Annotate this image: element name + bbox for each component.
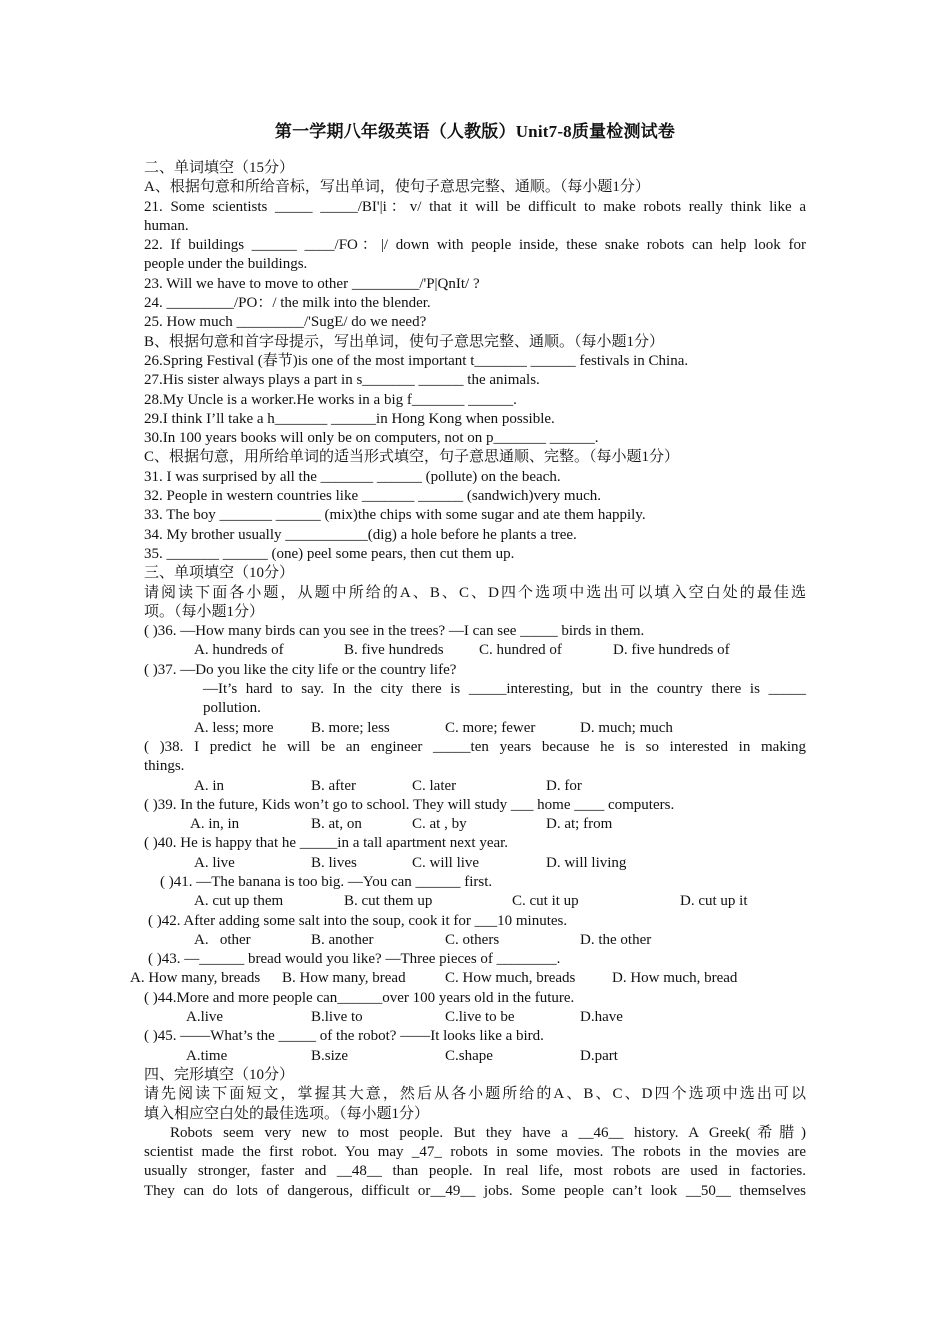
question-22: 22. If buildings ______ ____/FO：|/ down with people inside, these snake robots can help look for xyxy=(144,237,806,254)
option-c: C. others xyxy=(445,931,500,948)
question-39: ( )39. In the future, Kids won’t go to school. They will study ___ home ____ computers. xyxy=(144,796,675,813)
question-21-cont: human. xyxy=(144,217,189,234)
question-37-line2: —It’s hard to say. In the city there is _____interesting, but in the country there is _____ xyxy=(203,681,806,698)
option-a: A.live xyxy=(186,1009,224,1026)
option-a: A. in, in xyxy=(190,816,240,833)
options-43 xyxy=(130,969,806,988)
question-28: 28.My Uncle is a worker.He works in a big f_______ ______. xyxy=(144,391,517,408)
option-a: A. less; more xyxy=(194,719,274,736)
option-d: D. the other xyxy=(580,931,652,948)
option-c: C. will live xyxy=(412,854,480,871)
option-b: B. How many, bread xyxy=(282,970,406,987)
option-d: D.part xyxy=(580,1047,618,1064)
option-c: C. cut it up xyxy=(512,893,579,910)
option-b: B. cut them up xyxy=(344,893,433,910)
option-b: B. after xyxy=(311,777,356,794)
option-d: D. will living xyxy=(546,854,627,871)
option-b: B. another xyxy=(311,931,374,948)
exam-body xyxy=(130,159,806,1201)
question-25: 25. How much _________/'SugE/ do we need? xyxy=(144,314,427,331)
question-36: ( )36. —How many birds can you see in the trees? —I can see _____ birds in them. xyxy=(144,623,645,640)
option-c: C. more; fewer xyxy=(445,719,536,736)
options-36 xyxy=(144,641,806,660)
option-a: A.time xyxy=(186,1047,228,1064)
option-c: C.shape xyxy=(445,1047,493,1064)
options-39 xyxy=(144,815,806,834)
question-38: ( )38. I predict he will be an engineer _____ten years because he is so interested in making xyxy=(144,738,806,755)
instruction: C、根据句意，用所给单词的适当形式填空，句子意思通顺、完整。（每小题1分） xyxy=(144,449,680,466)
options-38 xyxy=(144,777,806,796)
option-d: D. at; from xyxy=(546,816,613,833)
passage-line: scientist made the first robot. You may _47_ robots in some movies. The robots in the movies are xyxy=(144,1144,806,1161)
instruction-cont: 项。（每小题1分） xyxy=(144,603,265,620)
question-42: ( )42. After adding some salt into the soup, cook it for ___10 minutes. xyxy=(148,912,568,929)
passage-line: Robots seem very new to most people. But they have a __46__ history. A Greek(希腊) xyxy=(170,1124,806,1141)
question-43: ( )43. —______ bread would you like? —Three pieces of ________. xyxy=(148,951,561,968)
question-21: 21. Some scientists _____ _____/BI'|i：v/ that it will be difficult to make robots really think like a xyxy=(144,198,806,215)
instruction: 请先阅读下面短文，掌握其大意，然后从各小题所给的A、B、C、D四个选项中选出可以 xyxy=(144,1086,806,1103)
question-38-cont: things. xyxy=(144,758,185,775)
option-a: A. cut up them xyxy=(194,893,284,910)
question-23: 23. Will we have to move to other _________/'P|QnIt/ ? xyxy=(144,275,480,292)
option-a: A. live xyxy=(194,854,235,871)
question-33: 33. The boy _______ ______ (mix)the chips with some sugar and ate them happily. xyxy=(144,507,646,524)
option-a: A. How many, breads xyxy=(130,970,261,987)
options-44 xyxy=(144,1008,806,1027)
option-d: D. five hundreds of xyxy=(613,642,730,659)
option-c: C. How much, breads xyxy=(445,970,576,987)
section-heading: 三、单项填空（10分） xyxy=(144,565,295,582)
options-37 xyxy=(144,719,806,738)
question-26: 26.Spring Festival (春节)is one of the most important t_______ ______ festivals in China. xyxy=(144,352,689,369)
section-heading: 四、完形填空（10分） xyxy=(144,1066,295,1083)
option-b: B. more; less xyxy=(311,719,390,736)
option-c: C.live to be xyxy=(445,1009,515,1026)
option-b: B. lives xyxy=(311,854,357,871)
option-d: D. cut up it xyxy=(680,893,748,910)
option-d: D. much; much xyxy=(580,719,673,736)
options-41 xyxy=(144,892,806,911)
option-d: D. for xyxy=(546,777,582,794)
question-35: 35. _______ ______ (one) peel some pears, then cut them up. xyxy=(144,545,515,562)
question-24: 24. _________/PO：/ the milk into the blender. xyxy=(144,295,431,312)
question-22-cont: people under the buildings. xyxy=(144,256,308,273)
question-45: ( )45. ——What’s the _____ of the robot? ——It looks like a bird. xyxy=(144,1028,544,1045)
options-45 xyxy=(144,1047,806,1066)
page-title: 第一学期八年级英语（人教版）Unit7-8质量检测试卷 xyxy=(274,122,676,141)
instruction: 请阅读下面各小题，从题中所给的A、B、C、D四个选项中选出可以填入空白处的最佳选 xyxy=(144,584,806,601)
question-30: 30.In 100 years books will only be on computers, not on p_______ ______. xyxy=(144,430,599,447)
question-37: ( )37. —Do you like the city life or the country life? xyxy=(144,661,457,678)
option-d: D. How much, bread xyxy=(612,970,738,987)
question-29: 29.I think I’ll take a h_______ ______in Hong Kong when possible. xyxy=(144,410,555,427)
question-44: ( )44.More and more people can______over 100 years old in the future. xyxy=(144,989,575,1006)
question-41: ( )41. —The banana is too big. —You can ______ first. xyxy=(160,873,493,890)
question-32: 32. People in western countries like _______ ______ (sandwich)very much. xyxy=(144,488,601,505)
question-40: ( )40. He is happy that he _____in a tall apartment next year. xyxy=(144,835,509,852)
options-40 xyxy=(144,854,806,873)
passage-line: They can do lots of dangerous, difficult or__49__ jobs. Some people can’t look __50__ themselves xyxy=(144,1182,806,1199)
options-42 xyxy=(144,931,806,950)
option-b: B.live to xyxy=(311,1009,363,1026)
question-31: 31. I was surprised by all the _______ ______ (pollute) on the beach. xyxy=(144,468,561,485)
question-34: 34. My brother usually ___________(dig) a hole before he plants a tree. xyxy=(144,526,577,543)
question-37-line3: pollution. xyxy=(203,700,261,717)
option-c: C. later xyxy=(412,777,457,794)
question-27: 27.His sister always plays a part in s_______ ______ the animals. xyxy=(144,372,540,389)
option-b: B. at, on xyxy=(311,816,362,833)
instruction: A、根据句意和所给音标，写出单词，使句子意思完整、通顺。（每小题1分） xyxy=(144,179,650,196)
instruction-cont: 填入相应空白处的最佳选项。（每小题1分） xyxy=(144,1105,430,1122)
option-a: A. other xyxy=(194,931,251,948)
option-c: C. at , by xyxy=(412,816,467,833)
option-d: D.have xyxy=(580,1009,623,1026)
option-b: B.size xyxy=(311,1047,349,1064)
option-c: C. hundred of xyxy=(479,642,562,659)
option-b: B. five hundreds xyxy=(344,642,444,659)
instruction: B、根据句意和首字母提示，写出单词，使句子意思完整、通顺。（每小题1分） xyxy=(144,333,665,350)
option-a: A. hundreds of xyxy=(194,642,284,659)
option-a: A. in xyxy=(194,777,224,794)
section-heading: 二、单词填空（15分） xyxy=(144,160,295,176)
passage-line: usually stronger, faster and __48__ than people. In real life, most robots are used in factories. xyxy=(144,1163,806,1180)
